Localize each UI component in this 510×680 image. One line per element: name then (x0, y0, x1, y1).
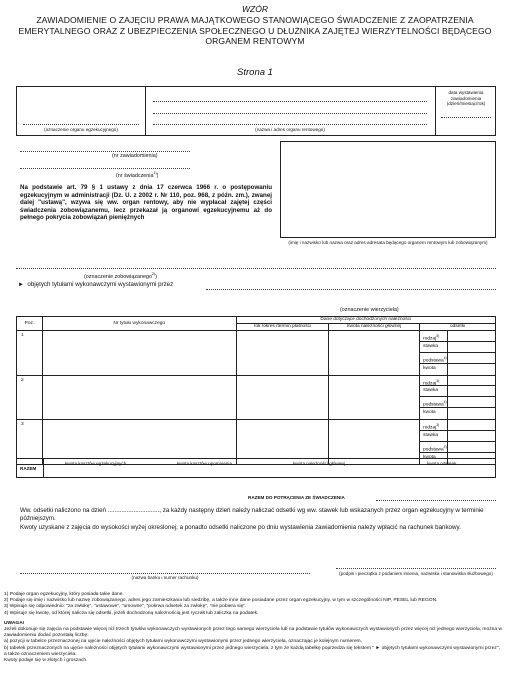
signature-line[interactable] (336, 568, 496, 569)
page-number: Strona 1 (237, 67, 273, 78)
nr-swiadczenia-line[interactable] (20, 168, 190, 169)
uwagi-heading: UWAGA! (4, 620, 25, 626)
arrow-icon: ► (18, 282, 24, 288)
col-rok: rok /okres /termin płatności (236, 324, 329, 331)
row-nr-tytulu[interactable] (42, 331, 236, 376)
signature-label: (podpis i pieczątka z podaniem imienia, nazwiska i stanowiska służbowego) (339, 571, 493, 576)
creditor-label: (oznaczenie wierzyciela) (340, 307, 399, 313)
row-odsetki-values[interactable] (448, 375, 496, 420)
footnote: 2) Podaje się imię i nazwisko lub nazwę zobowiązanego, adres jego zamieszkania lub siedzibę, a także inne dane posiadane przez organ egzekucyjny, w tym w szczególności NIP, PESEL lub REGON. (4, 598, 438, 604)
legal-basis-text: Na podstawie art. 79 § 1 ustawy z dnia 17 czerwca 1966 r. o postępowaniu egzekucyjnym w administracji (Dz. U. z 2002 r. Nr 110, poz. 968, z późn. zm.), zwanej dalej "ustawą", wzywa się ww. organ rentowy, aby nie wypłacał zajętej części świadczenia zobowiązanemu, lecz przekazał ją organowi egzekucyjnemu aż do pełnego pokrycia zobowiązań pieniężnych (20, 184, 272, 222)
razem-koszty-egz: kwota kosztów egzekucyjnych (65, 461, 127, 466)
footnotes (4, 592, 504, 664)
organ-label: (oznaczenie organu egzekucyjnego) (44, 127, 118, 132)
razem-box (16, 458, 496, 478)
date-label: data wystawienia zawiadomienia (dzień/miesiąc/rok) (446, 90, 486, 106)
odsetki-sublabel: kwota (423, 365, 436, 371)
row-poz: 3 (17, 420, 43, 465)
organ-field-line[interactable] (23, 124, 139, 125)
odsetki-sublabel: podstawa$^{4)}$ (420, 353, 447, 364)
uwagi-line: Kwoty podaje się w złotych i groszach. (4, 658, 88, 664)
divider (435, 87, 436, 135)
odsetki-sublabel: kwota (423, 410, 436, 416)
footnote: 4) Wpisuje się kwotę, od której nalicza się odsetki, jeżeli dochodzoną należnością jest ryczałt lub zaliczka na podatek. (4, 610, 259, 616)
creditor-line[interactable] (206, 289, 496, 290)
row-odsetki-labels (420, 375, 448, 420)
row-rok[interactable] (236, 375, 329, 420)
col-nr-tytulu: Nr tytułu wykonawczego (42, 317, 236, 331)
titles-line (18, 281, 173, 290)
potracenie-field[interactable] (376, 500, 496, 501)
uwagi-line: Jeżeli dokonuje się zajęcia na podstawie więcej niż trzech tytułów wykonawczych wystawionych przez tego samego wierzyciela lub na podstawie tytułów wykonawczych wystawionych przez więcej niż jednego wierzyciela, można w zawiadomieniu dodać pozostałą liczbę: (4, 627, 502, 639)
odsetki-value-cell[interactable] (448, 331, 495, 342)
odsetki-sublabel: stawka (420, 431, 447, 442)
col-odsetki: odsetki (420, 324, 496, 331)
nr-zawiadomienia-line[interactable] (20, 151, 190, 152)
row-odsetki-labels (420, 331, 448, 376)
odsetki-value-cell[interactable] (448, 408, 495, 419)
odsetki-value-cell[interactable] (448, 342, 495, 353)
divider (43, 459, 44, 477)
addressee-label: (imię i nazwisko lub nazwa oraz adres adresata będącego organem rentowym lub zobowiązanym) (288, 240, 488, 245)
col-poz: Poz. (17, 317, 43, 331)
row-nr-tytulu[interactable] (42, 375, 236, 420)
table-row (17, 331, 496, 376)
row-poz: 2 (17, 375, 43, 420)
bank-label: (nazwa banku i numer rachunku) (131, 575, 199, 580)
row-odsetki-values[interactable] (448, 331, 496, 376)
row-poz: 1 (17, 331, 43, 376)
payment-paragraph: Kwoty uzyskane z zajęcia do wysokości wyżej określonej, a ponadto odsetki naliczone po dniu wystawienia zawiadomienia należy wpłacić na rachunek bankowy. (20, 524, 461, 531)
nr-zawiadomienia-label: (nr zawiadomienia) (112, 153, 158, 159)
rentowy-line-3[interactable] (153, 124, 427, 125)
claims-table (16, 316, 496, 465)
template-label: WZÓR (242, 4, 268, 14)
rentowy-line-1[interactable] (153, 101, 427, 102)
razem-kwota-glowna: kwota należności głównej (293, 461, 345, 466)
rentowy-line-2[interactable] (153, 113, 427, 114)
razem-odsetki: kwota odsetek (427, 461, 457, 466)
addressee-box[interactable] (280, 141, 496, 238)
razem-koszty-upom: kwota kosztów upomnienia (177, 461, 232, 466)
bank-line[interactable] (20, 573, 310, 574)
header-box (16, 86, 496, 136)
nr-swiadczenia-label: (nr świadczenia$^{1)}$) (116, 171, 159, 179)
zobowiazany-line[interactable] (16, 268, 496, 269)
footnote: 1) Podaje organ egzekucyjny, który posiada takie dane. (4, 592, 124, 597)
odsetki-value-cell[interactable] (448, 431, 495, 442)
uwagi-line: b) tabelek przeznaczonych na ujęcie należności objętych tytułami wykonawczymi wystawionymi przez jednego wierzyciela, z tym że każdą tabelkę poprzedza się tekstem " ► objętych tytułami wykonawczymi wystawionymi przez", a także oznaczeniem wierzyciela. (4, 645, 500, 657)
row-rok[interactable] (236, 331, 329, 376)
odsetki-sublabel: rodzaj$^{3)}$ (420, 331, 447, 342)
odsetki-value-cell[interactable] (448, 442, 495, 453)
uwagi-line: a) pozycji w tabelce przeznaczonej na ujęcie należności objętych tytułami wykonawczymi wystawionymi przez jednego wierzyciela, oznaczając je kolejnym numerem, (4, 639, 362, 645)
zobowiazany-label: (oznaczenie zobowiązanego$^{2)}$) (84, 272, 158, 280)
table-row (17, 375, 496, 420)
titles-text: objętych tytułami wykonawczymi wystawionymi przez (27, 281, 174, 288)
odsetki-value-cell[interactable] (448, 353, 495, 364)
potracenie-heading: RAZEM DO POTRĄCENIA ZE ŚWIADCZENIA (248, 495, 345, 500)
odsetki-sublabel: rodzaj$^{3)}$ (420, 420, 447, 431)
date-field[interactable] (441, 117, 491, 118)
document-title: ZAWIADOMIENIE O ZAJĘCIU PRAWA MAJĄTKOWEGO STANOWIĄCEGO ŚWIADCZENIE Z ZAOPATRZENIA EMERYTALNEGO ORAZ Z UBEZPIECZENIA SPOŁECZNEGO U DŁUŻNIKA ZAJĘTEJ WIERZYTELNOŚCI BĘDĄCEGO ORGANEM RENTOWYM (18, 15, 492, 46)
odsetki-value-cell[interactable] (448, 364, 495, 375)
interest-paragraph: Ww. odsetki naliczono na dzień .............................., za każdy następny dzień należy naliczać odsetki wg ww. stawek lub wskazanych przez organ egzekucyjny w terminie późniejszym. (20, 507, 484, 522)
odsetki-value-cell[interactable] (448, 386, 495, 397)
odsetki-value-cell[interactable] (448, 397, 495, 408)
footnote: 3) Wpisuje się odpowiednio: "za zwłokę", "ustawowe", "umowne", "pokrwa odsetek za zwłokę", "nie pobiera się". (4, 604, 247, 610)
odsetki-sublabel: podstawa$^{4)}$ (420, 442, 447, 453)
col-dane: Dane dotyczące dochodzonych należności (236, 317, 496, 324)
row-kwota[interactable] (329, 375, 420, 420)
divider (145, 87, 146, 135)
odsetki-sublabel: rodzaj$^{3)}$ (420, 376, 447, 387)
odsetki-sublabel: podstawa$^{4)}$ (420, 397, 447, 408)
razem-label: RAZEM (20, 466, 37, 471)
row-kwota[interactable] (329, 331, 420, 376)
odsetki-value-cell[interactable] (448, 376, 495, 387)
odsetki-sublabel: stawka (420, 342, 447, 353)
odsetki-sublabel: kwota (423, 454, 436, 460)
rentowy-label: (nazwa i adres organu rentowego) (255, 127, 325, 132)
odsetki-value-cell[interactable] (448, 420, 495, 431)
col-kwota: kwota należności głównej (329, 324, 420, 331)
odsetki-sublabel: stawka (420, 386, 447, 397)
